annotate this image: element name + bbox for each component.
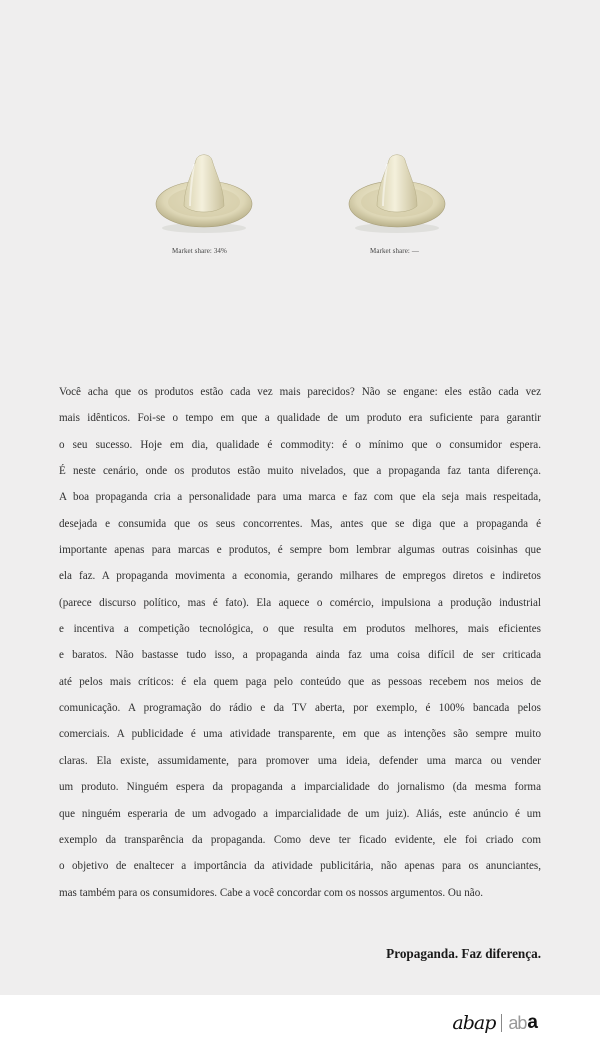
body-line: comerciais. A publicidade é uma atividade transparente, em que as intenções são sempre muito: [59, 728, 541, 741]
body-line: o seu sucesso. Hoje em dia, qualidade é commodity: é o mínimo que o consumidor espera.: [59, 438, 541, 451]
aba-logo-bold: a: [527, 1012, 538, 1033]
body-line: comunicação. A programação do rádio e da TV aberta, por exemplo, é 100% bancada pelos: [59, 702, 541, 715]
body-line: Você acha que os produtos estão cada vez mais parecidos? Não se engane: eles estão cada vez: [59, 386, 541, 398]
condom-icon: [347, 148, 447, 234]
body-line: mas também para os consumidores. Cabe a você concordar com os nossos argumentos. Ou não.: [59, 886, 484, 899]
body-line: É neste cenário, onde os produtos estão muito nivelados, que a propaganda faz tanta diferença.: [59, 465, 541, 478]
footer: [0, 995, 600, 1051]
logos: [452, 1010, 538, 1036]
body-line: importante apenas para marcas e produtos, é sempre bom lembrar algumas outras coisinhas que: [59, 544, 541, 557]
logo-divider: [501, 1014, 502, 1032]
tagline: Propaganda. Faz diferença.: [386, 946, 541, 961]
body-line: e baratos. Não bastasse tudo isso, a propaganda ainda faz uma coisa difícil de ser criticada: [59, 649, 541, 662]
body-line: claras. Ela existe, assumidamente, para promover uma ideia, defender uma marca ou vender: [59, 754, 541, 767]
body-line: desejada e consumida que os seus concorrentes. Mas, antes que se diga que a propaganda é: [59, 517, 541, 530]
body-line: mais idênticos. Foi-se o tempo em que a qualidade de um produto era suficiente para garantir: [59, 412, 541, 425]
body-line: um produto. Ninguém espera da propaganda a imparcialidade do jornalismo (da mesma forma: [59, 781, 541, 794]
market-share-caption-right: Market share: —: [370, 247, 419, 255]
product-right: [347, 148, 447, 234]
body-line: até pelos mais críticos: é ela quem paga pelo conteúdo que as pessoas recebem nos meios de: [59, 675, 541, 688]
aba-logo: [508, 1012, 538, 1034]
aba-logo-light: ab: [508, 1012, 527, 1033]
body-copy: [59, 379, 541, 906]
body-line: A boa propaganda cria a personalidade para uma marca e faz com que ela seja mais respeitada,: [59, 491, 541, 504]
body-line: exemplo da transparência da propaganda. Como deve ter ficado evidente, ele foi criado com: [59, 833, 541, 846]
body-line: (parece discurso político, mas é fato). Ela aquece o comércio, impulsiona a produção industrial: [59, 596, 541, 609]
market-share-caption-left: Market share: 34%: [172, 247, 227, 255]
body-line: e incentiva a competição tecnológica, o que resulta em produtos melhores, mais eficientes: [59, 623, 541, 636]
product-left: [154, 148, 254, 234]
body-line: o objetivo de enaltecer a importância da atividade publicitária, não apenas para os anunciantes,: [59, 860, 541, 873]
body-line: que ninguém esperaria de um advogado a imparcialidade de um juiz). Aliás, este anúncio é um: [59, 807, 541, 820]
abap-logo: abap: [452, 1012, 496, 1034]
condom-icon: [154, 148, 254, 234]
body-line: ela faz. A propaganda movimenta a economia, gerando milhares de empregos diretos e indiretos: [59, 570, 541, 583]
